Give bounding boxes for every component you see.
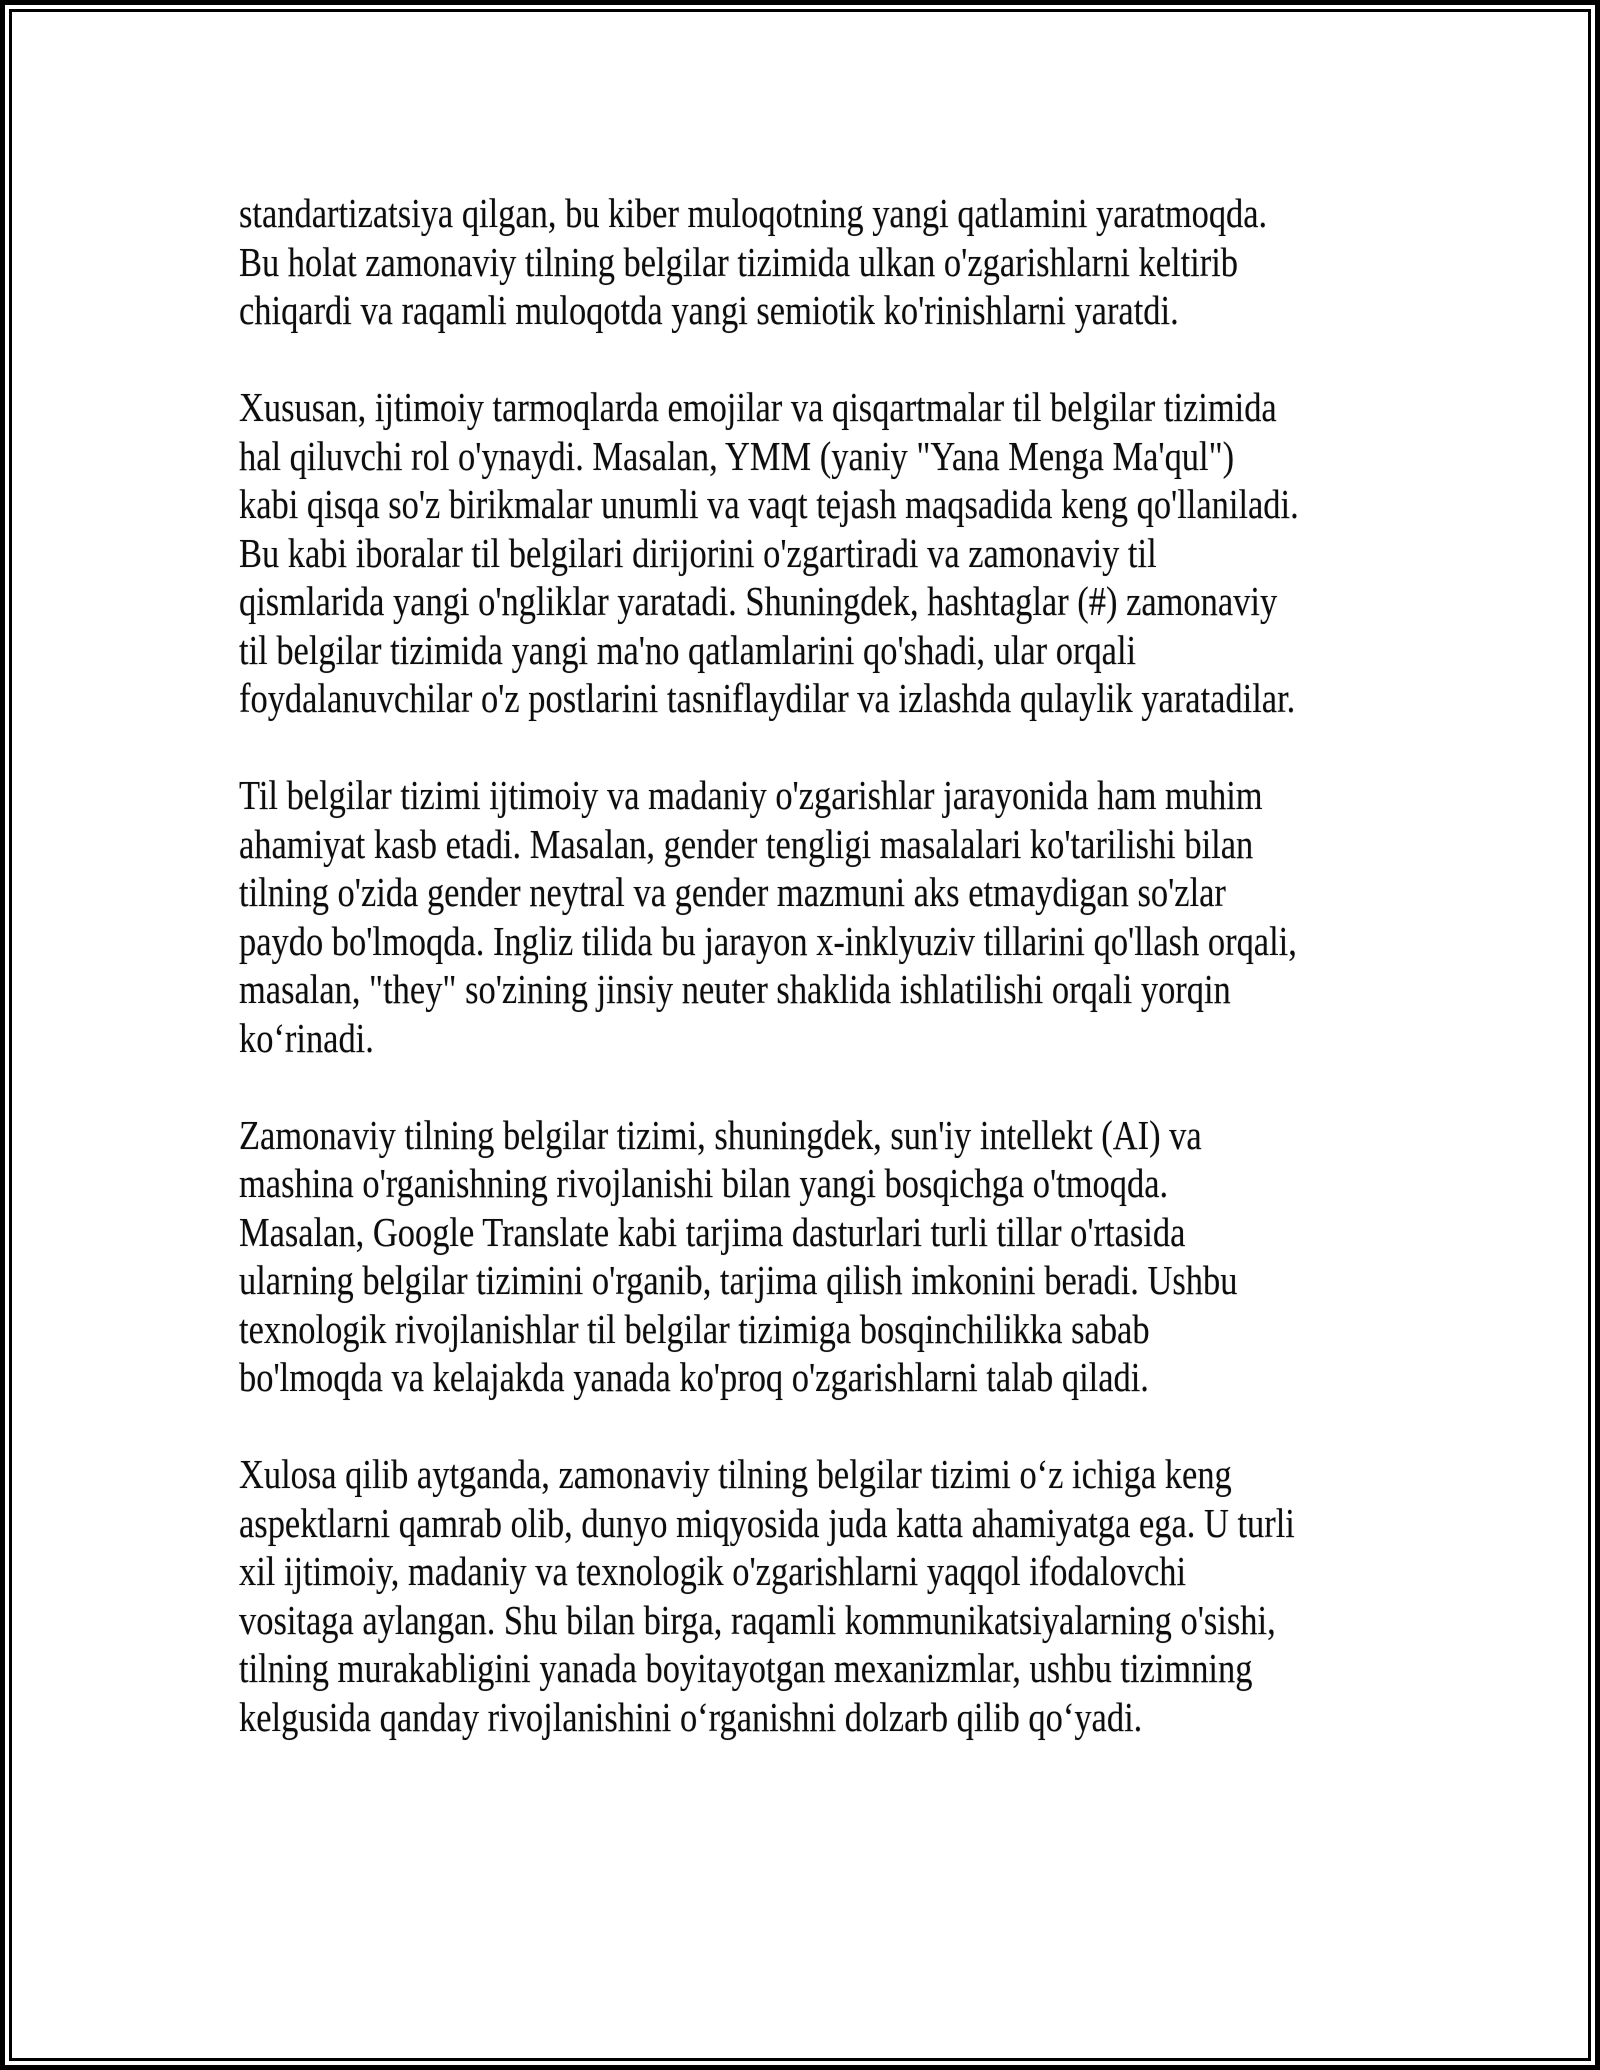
text-line: xil ijtimoiy, madaniy va texnologik o'zgarishlarni yaqqol ifodalovchi [239,1548,1187,1594]
text-line: Bu holat zamonaviy tilning belgilar tizimida ulkan o'zgarishlarni keltirib [239,238,1238,285]
text-line: texnologik rivojlanishlar til belgilar tizimiga bosqinchilikka sabab [239,1305,1150,1352]
text-line: tilning murakabligini yanada boyitayotgan mexanizmlar, ushbu tizimning [239,1645,1253,1691]
text-line: masalan, "they" so'zining jinsiy neuter shaklida ishlatilishi orqali yorqin [239,966,1231,1012]
paragraph [239,771,1381,1062]
text-line: til belgilar tizimida yangi ma'no qatlamlarini qo'shadi, ular orqali [239,626,1137,673]
text-line: hal qiluvchi rol o'ynaydi. Masalan, YMM (yaniy "Yana Menga Ma'qul") [239,432,1235,479]
paragraph [239,383,1381,723]
text-line: Zamonaviy tilning belgilar tizimi, shuningdek, sun'iy intellekt (AI) va [239,1111,1202,1158]
text-line: ahamiyat kasb etadi. Masalan, gender tengligi masalalari ko'tarilishi bilan [239,820,1254,867]
text-line: Masalan, Google Translate kabi tarjima dasturlari turli tillar o'rtasida [239,1208,1186,1255]
text-line: aspektlarni qamrab olib, dunyo miqyosida juda katta ahamiyatga ega. U turli [239,1499,1295,1546]
text-line: bo'lmoqda va kelajakda yanada ko'proq o'zgarishlarni talab qiladi. [239,1354,1149,1400]
text-line: mashina o'rganishning rivojlanishi bilan yangi bosqichga o'tmoqda. [239,1160,1169,1206]
text-line: tilning o'zida gender neytral va gender mazmuni aks etmaydigan so'zlar [239,869,1226,915]
paragraph [239,1450,1381,1741]
text-line: paydo bo'lmoqda. Ingliz tilida bu jarayon x-inklyuziv tillarini qo'llash orqali, [239,917,1297,964]
text-line: Bu kabi iboralar til belgilari dirijorini o'zgartiradi va zamonaviy til [239,529,1157,576]
text-line: standartizatsiya qilgan, bu kiber muloqotning yangi qatlamini yaratmoqda. [239,190,1268,236]
text-line: foydalanuvchilar o'z postlarini tasniflaydilar va izlashda qulaylik yaratadilar. [239,675,1296,721]
text-line: qismlarida yangi o'ngliklar yaratadi. Shuningdek, hashtaglar (#) zamonaviy [239,578,1278,624]
text-line: kelgusida qanday rivojlanishini o‘rganishni dolzarb qilib qo‘yadi. [239,1693,1143,1740]
text-line: ularning belgilar tizimini o'rganib, tarjima qilish imkonini beradi. Ushbu [239,1257,1238,1303]
text-line: ko‘rinadi. [239,1014,374,1061]
text-line: Til belgilar tizimi ijtimoiy va madaniy o'zgarishlar jarayonida ham muhim [239,772,1263,818]
text-line: chiqardi va raqamli muloqotda yangi semiotik ko'rinishlarni yaratdi. [239,287,1179,333]
text-line: kabi qisqa so'z birikmalar unumli va vaqt tejash maqsadida keng qo'llaniladi. [239,481,1299,527]
paragraph [239,189,1381,335]
text-line: Xususan, ijtimoiy tarmoqlarda emojilar va qisqartmalar til belgilar tizimida [239,384,1277,430]
text-line: Xulosa qilib aytganda, zamonaviy tilning belgilar tizimi o‘z ichiga keng [239,1451,1232,1497]
document-text [239,189,1381,1790]
paragraph [239,1111,1381,1402]
text-line: vositaga aylangan. Shu bilan birga, raqamli kommunikatsiyalarning o'sishi, [239,1596,1276,1643]
